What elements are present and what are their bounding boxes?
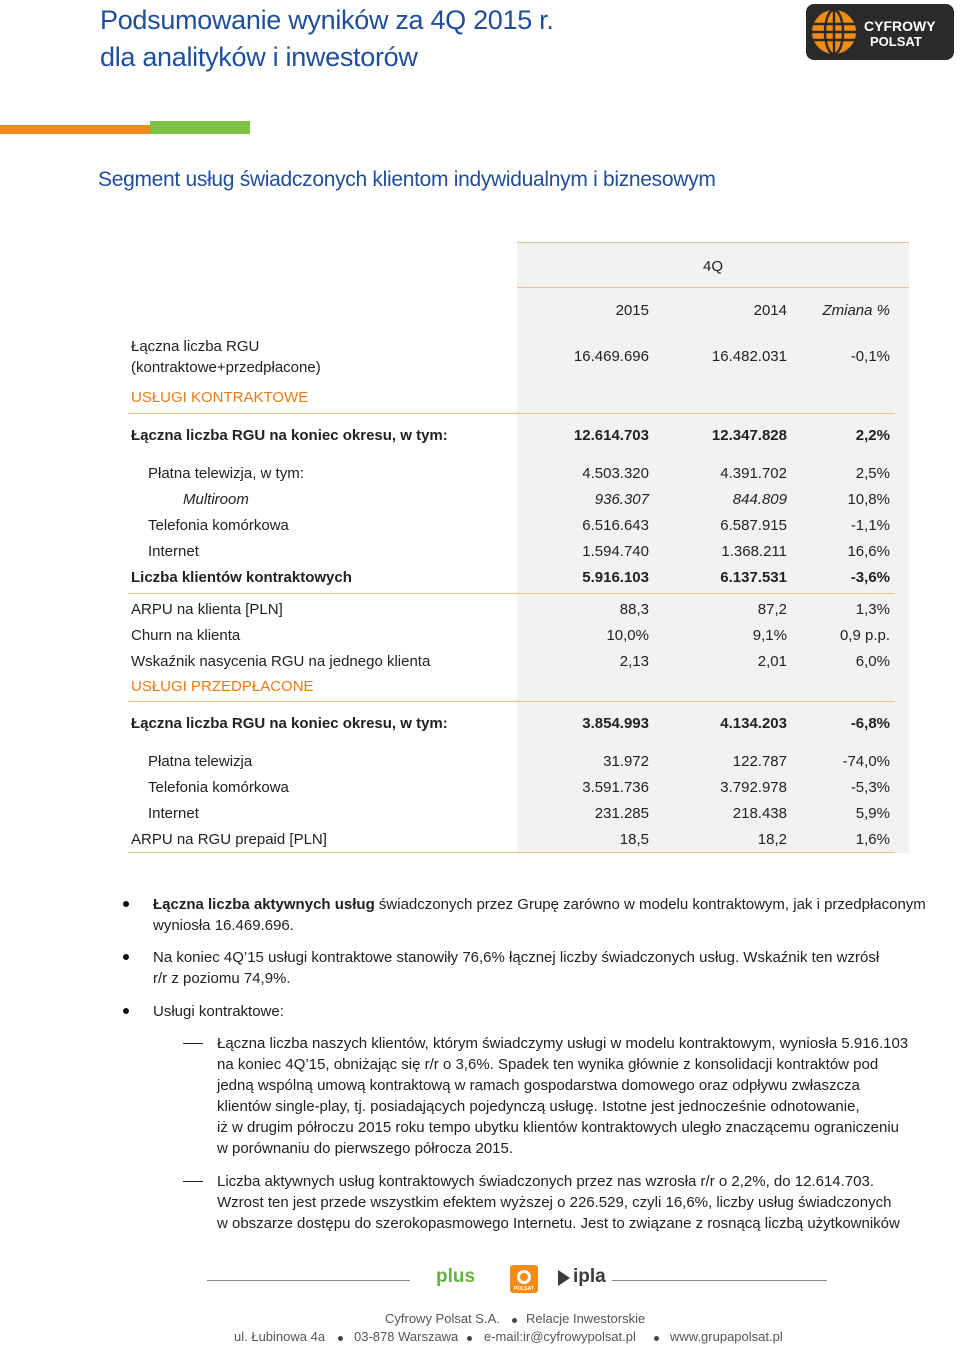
row-2014: 218.438 xyxy=(732,805,787,822)
bullet-icon xyxy=(123,1008,129,1014)
bullet-total-services: Łączna liczba aktywnych usług świadczonych przez Grupę zarówno w modelu kontraktowym, jak i przedpłaconym wyniosła 16.469.696. xyxy=(153,896,926,934)
ipla-logo: ipla xyxy=(573,1266,606,1287)
section-title: Segment usług świadczonych klientom indywidualnym i biznesowym xyxy=(98,168,716,191)
polsat-logo xyxy=(510,1265,538,1293)
row-change: 5,9% xyxy=(855,805,890,822)
contract-total-change: 2,2% xyxy=(855,427,890,444)
prepaid-arpu-change: 1,6% xyxy=(855,831,890,848)
total-rgu-2015: 16.469.696 xyxy=(573,348,649,365)
plus-logo: plus xyxy=(436,1266,476,1287)
footer-department: Relacje Inwestorskie xyxy=(526,1311,646,1326)
row-2015: 31.972 xyxy=(603,753,649,770)
page-title xyxy=(100,2,554,76)
footer-separator xyxy=(338,1336,343,1341)
footer-separator xyxy=(654,1336,659,1341)
row-2015: 6.516.643 xyxy=(582,517,649,534)
row-change: 2,5% xyxy=(855,465,890,482)
row-2014: 6.587.915 xyxy=(720,517,787,534)
row-2015: 4.503.320 xyxy=(582,465,649,482)
footer-company: Cyfrowy Polsat S.A. xyxy=(385,1311,500,1326)
prepaid-arpu-2015: 18,5 xyxy=(619,831,649,848)
footer-separator xyxy=(467,1336,472,1341)
orange-accent-bar xyxy=(0,125,150,134)
prepaid-total-2015: 3.854.993 xyxy=(582,715,649,732)
prepaid-total-label: Łączna liczba RGU na koniec okresu, w tym: xyxy=(131,715,448,732)
col-2015-header: 2015 xyxy=(615,302,649,319)
green-accent-bar xyxy=(150,121,250,134)
row-2015: 3.591.736 xyxy=(582,779,649,796)
col-change-header: Zmiana % xyxy=(822,302,890,319)
col-2014-header: 2014 xyxy=(753,302,787,319)
contract-clients-label: Liczba klientów kontraktowych xyxy=(131,569,352,586)
subbullet-contract-services: Liczba aktywnych usług kontraktowych świadczonych przez nas wzrosła r/r o 2,2%, do 12.614.703. Wzrost ten jest przede wszystkim efektem wyższej o 226.529, czyli 16,6%, liczby usług świadczonych w obszarze dostępu do szerokopasmowego Internetu. Jest to związane z rosnącą liczbą użytkowników xyxy=(217,1173,900,1232)
kpi-2014: 2,01 xyxy=(757,653,787,670)
bullet-icon xyxy=(123,954,129,960)
row-2014: 1.368.211 xyxy=(721,543,787,560)
logo-text-2: POLSAT xyxy=(870,34,922,49)
logo-text-1: CYFROWY xyxy=(864,18,936,34)
row-change: -74,0% xyxy=(842,753,890,770)
contract-clients-change: -3,6% xyxy=(850,569,890,586)
svg-text:POLSAT: POLSAT xyxy=(514,1286,534,1292)
period-header: 4Q xyxy=(703,258,724,275)
prepaid-arpu-2014: 18,2 xyxy=(757,831,787,848)
prepaid-services-header: USŁUGI PRZEDPŁACONE xyxy=(131,678,314,695)
row-change: -5,3% xyxy=(850,779,890,796)
table-rule xyxy=(517,287,909,288)
row-label: Płatna telewizja xyxy=(148,753,253,770)
contract-clients-2015: 5.916.103 xyxy=(582,569,649,586)
row-label: Telefonia komórkowa xyxy=(148,779,289,796)
contract-total-2014: 12.347.828 xyxy=(711,427,787,444)
row-label: Telefonia komórkowa xyxy=(148,517,289,534)
kpi-change: 6,0% xyxy=(855,653,890,670)
footer-email[interactable]: e-mail:ir@cyfrowypolsat.pl xyxy=(484,1329,636,1344)
dash-icon xyxy=(183,1181,203,1182)
contract-total-label: Łączna liczba RGU na koniec okresu, w tym: xyxy=(131,427,448,444)
table-rule xyxy=(128,413,895,414)
prepaid-total-change: -6,8% xyxy=(850,715,890,732)
kpi-2014: 9,1% xyxy=(752,627,787,644)
kpi-2015: 2,13 xyxy=(619,653,649,670)
footer-rule-right xyxy=(612,1280,827,1281)
footer-rule-left xyxy=(207,1280,410,1281)
row-label: Internet xyxy=(148,543,199,560)
row-2015: 231.285 xyxy=(594,805,649,822)
bullet-contract-share: Na koniec 4Q’15 usługi kontraktowe stanowiły 76,6% łącznej liczby świadczonych usług. Wskaźnik ten wzrósł r/r z poziomu 74,9%. xyxy=(153,949,880,987)
contract-services-header: USŁUGI KONTRAKTOWE xyxy=(131,389,309,406)
prepaid-total-2014: 4.134.203 xyxy=(720,715,787,732)
total-rgu-change: -0,1% xyxy=(850,348,890,365)
ipla-play-icon xyxy=(556,1268,572,1288)
contract-clients-2014: 6.137.531 xyxy=(720,569,787,586)
row-2014: 4.391.702 xyxy=(720,465,787,482)
row-2014: 844.809 xyxy=(732,491,787,508)
table-rule xyxy=(128,852,895,853)
dash-icon xyxy=(183,1043,203,1044)
row-2014: 3.792.978 xyxy=(720,779,787,796)
kpi-label: ARPU na klienta [PLN] xyxy=(131,601,283,618)
table-rule xyxy=(128,701,895,702)
bullet-icon xyxy=(123,901,129,907)
kpi-2014: 87,2 xyxy=(757,601,787,618)
bullet-contract-services: Usługi kontraktowe: xyxy=(153,1003,284,1020)
row-label: Płatna telewizja, w tym: xyxy=(148,465,304,482)
row-label: Multiroom xyxy=(183,491,249,508)
row-2015: 1.594.740 xyxy=(582,543,649,560)
kpi-label: Wskaźnik nasycenia RGU na jednego klienta xyxy=(131,653,431,670)
footer-separator xyxy=(512,1318,517,1323)
row-2014: 122.787 xyxy=(732,753,787,770)
row-2015: 936.307 xyxy=(594,491,649,508)
kpi-change: 0,9 p.p. xyxy=(839,627,890,644)
total-rgu-sublabel: (kontraktowe+przedpłacone) xyxy=(131,359,321,376)
kpi-2015: 88,3 xyxy=(619,601,649,618)
row-label: Internet xyxy=(148,805,199,822)
cyfrowy-polsat-logo xyxy=(806,4,954,60)
kpi-change: 1,3% xyxy=(855,601,890,618)
kpi-label: Churn na klienta xyxy=(131,627,241,644)
total-rgu-2014: 16.482.031 xyxy=(711,348,787,365)
title-line-1: Podsumowanie wyników za 4Q 2015 r. xyxy=(100,5,554,35)
row-change: -1,1% xyxy=(850,517,890,534)
footer-city: 03-878 Warszawa xyxy=(354,1329,459,1344)
prepaid-arpu-label: ARPU na RGU prepaid [PLN] xyxy=(131,831,327,848)
subbullet-contract-clients: Łączna liczba naszych klientów, którym świadczymy usługi w modelu kontraktowym, wyniosła 5.916.103 na koniec 4Q’15, obniżając się r/r o 3,6%. Spadek ten wynika głównie z konsolidacji kontraktów pod jedną wspólną umową kontraktową w ramach gospodarstwa domowego oraz odpływu zwłaszcza klientów single-play, tj. posiadających pojedynczą usługę. Istotne jest jednocześnie odnotowanie, iż w drugim półroczu 2015 roku tempo ubytku klientów kontraktowych uległo znaczącemu ograniczeniu w porównaniu do pierwszego półrocza 2015. xyxy=(217,1035,909,1157)
table-rule xyxy=(128,593,895,594)
total-rgu-label: Łączna liczba RGU xyxy=(131,338,260,355)
contract-total-2015: 12.614.703 xyxy=(573,427,649,444)
footer-street: ul. Łubinowa 4a xyxy=(234,1329,326,1344)
footer-website[interactable]: www.grupapolsat.pl xyxy=(670,1329,783,1344)
bullet-bold: Łączna liczba aktywnych usług xyxy=(153,896,375,913)
row-change: 16,6% xyxy=(847,543,890,560)
title-line-2: dla analityków i inwestorów xyxy=(100,42,418,72)
table-rule xyxy=(517,242,909,243)
kpi-2015: 10,0% xyxy=(606,627,649,644)
row-change: 10,8% xyxy=(847,491,890,508)
